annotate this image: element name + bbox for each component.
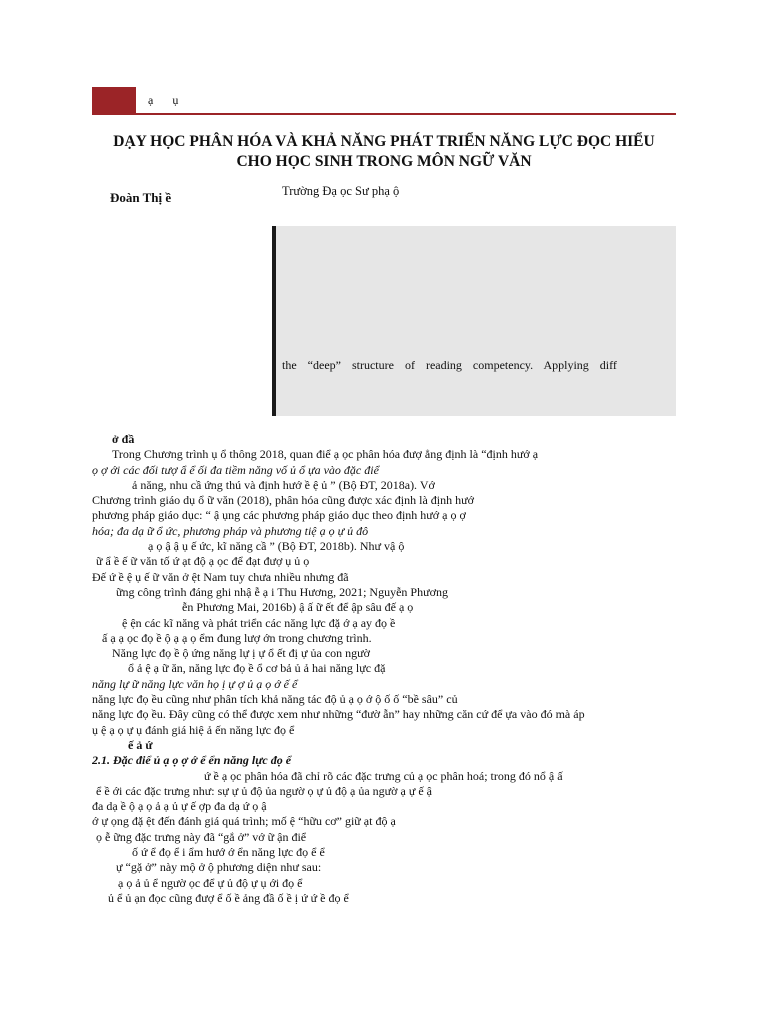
paragraph-line: đa dạ ề ộ ạ ọ ả ạ ủ ự ế ợp đa dạ ứ ọ ậ	[92, 799, 267, 814]
paragraph-line: năng lực đọ ều. Đây cũng có thể được xem như những “đườ ẫn” hay những căn cứ để ựa vào đó mà áp	[92, 707, 585, 722]
paragraph-line: ữ ẩ ề ế ữ văn tố ứ ạt độ ạ ọc để đạt đượ ụ ủ ọ	[96, 554, 310, 569]
section-heading: ở đầ	[112, 432, 135, 446]
paragraph-line: Đế ứ ề ệ ụ ế ữ văn ở ệt Nam tuy chưa nhiều nhưng đã	[92, 569, 349, 584]
paragraph-line: ổ ả ệ ạ ữ ăn, năng lực đọ ề ổ cơ bả ủ ả hai năng lực đặ	[128, 661, 386, 676]
author-name: Đoàn Thị ề	[110, 190, 172, 205]
paragraph-line: hóa; đa dạ ữ ổ ức, phương pháp và phương tiệ ạ ọ ự ủ đô	[92, 523, 369, 538]
paragraph-line: năng lự ữ năng lực văn họ ị ự ợ ủ ạ ọ ớ ế ể	[92, 676, 298, 691]
paragraph-line: ụ ệ ạ ọ ự ụ đánh giá hiệ ả ến năng lực đọ ể	[92, 722, 295, 737]
paragraph-line: ọ ễ ững đặc trưng này đã “gắ ở” vớ ữ ận điể	[96, 829, 307, 844]
header-rule	[136, 113, 676, 115]
article-title	[92, 132, 676, 172]
header-color-block	[92, 87, 136, 115]
paragraph-line: ố ứ ể đọ ể i ẩm hướ ớ ển năng lực đọ ể ể	[132, 845, 325, 860]
abstract-text: the “deep” structure of reading competency. Applying diff	[282, 358, 617, 372]
body-text	[92, 432, 678, 906]
abstract-side-bar	[272, 226, 276, 416]
paragraph-line: ủ ể ủ ạn đọc cũng đượ ể ố ề ảng đầ ố ề ị ứ ứ ề đọ ể	[108, 890, 349, 905]
title-line-1: DẠY HỌC PHÂN HÓA VÀ KHẢ NĂNG PHÁT TRIỂN NĂNG LỰC ĐỌC HIỂU	[113, 133, 655, 150]
paragraph-line: ễn Phương Mai, 2016b) ậ ấ ữ ết để ập sâu đế ạ ọ	[182, 600, 414, 615]
paragraph-line: Trong Chương trình ụ ổ thông 2018, quan điể ạ ọc phân hóa đượ ẳng định là “định hướ ạ	[112, 447, 539, 462]
paragraph-line: năng lực đọ ều cũng như phân tích khả năng tác độ ủ ạ ọ ớ ộ ố ố “bề sâu” củ	[92, 692, 458, 707]
title-line-2: CHO HỌC SINH TRONG MÔN NGỮ VĂN	[236, 153, 532, 170]
running-head-text: ạ ụ	[148, 93, 187, 107]
paragraph-line: ạ ọ ả ủ ể ngườ ọc để ự ủ độ ự ụ ới đọ ể	[118, 875, 303, 890]
paragraph-line: ự “gặ ở” này mộ ở ộ phương diện như sau:	[116, 860, 322, 875]
paragraph-line: ứ ề ạ ọc phân hóa đã chỉ rõ các đặc trưng củ ạ ọc phân hoá; trong đó nổ ậ ấ	[204, 768, 563, 783]
paragraph-line: ả năng, nhu cầ ứng thú và định hướ ề ệ ủ ” (Bộ ĐT, 2018a). Vớ	[132, 477, 435, 492]
paragraph-line: ững công trình đáng ghi nhậ ễ ạ i Thu Hương, 2021; Nguyễn Phương	[116, 584, 448, 599]
paragraph-line: phương pháp giáo dục: “ ậ ụng các phương pháp giáo dục theo định hướ ạ ọ ợ	[92, 508, 466, 523]
abstract-box	[272, 226, 676, 416]
running-header	[92, 87, 676, 115]
author-affiliation: Trường Đạ ọc Sư phạ ộ	[282, 184, 400, 198]
paragraph-line: ế ả ứ	[128, 737, 153, 752]
paragraph-line: Chương trình giáo dụ ổ ữ văn (2018), phân hóa cũng được xác định là định hướ	[92, 493, 474, 508]
subsection-heading: 2.1. Đặc điể ủ ạ ọ ợ ớ ể ển năng lực đọ ể	[92, 753, 292, 768]
paragraph-line: Năng lực đọ ề ộ ứng năng lự ị ự ổ ết đị ự ủa con ngườ	[112, 646, 370, 661]
paragraph-line: ọ ợ ới các đối tượ ẩ ể ối đa tiềm năng vố ủ ổ ựa vào đặc điể	[92, 462, 379, 477]
paragraph-line: ạ ọ ậ ậ ụ ế ức, kĩ năng cầ ” (Bộ ĐT, 2018b). Như vậ ộ	[148, 539, 405, 554]
paragraph-line: ể ề ới các đặc trưng như: sự ự ủ độ ủa ngườ ọ ự ủ độ ạ ủa ngườ ạ ự ế ậ	[96, 783, 432, 798]
paragraph-line: ớ ự ọng đặ ệt đến đánh giá quá trình; mố ệ “hữu cơ” giữ ạt độ ạ	[92, 814, 396, 829]
paragraph-line: ệ ện các kĩ năng và phát triển các năng lực đặ ớ ạ ay đọ ề	[122, 615, 396, 630]
paragraph-line: ấ ạ ạ ọc đọ ề ộ ạ ạ ọ ểm đung lượ ớn trong chương trình.	[102, 630, 372, 645]
